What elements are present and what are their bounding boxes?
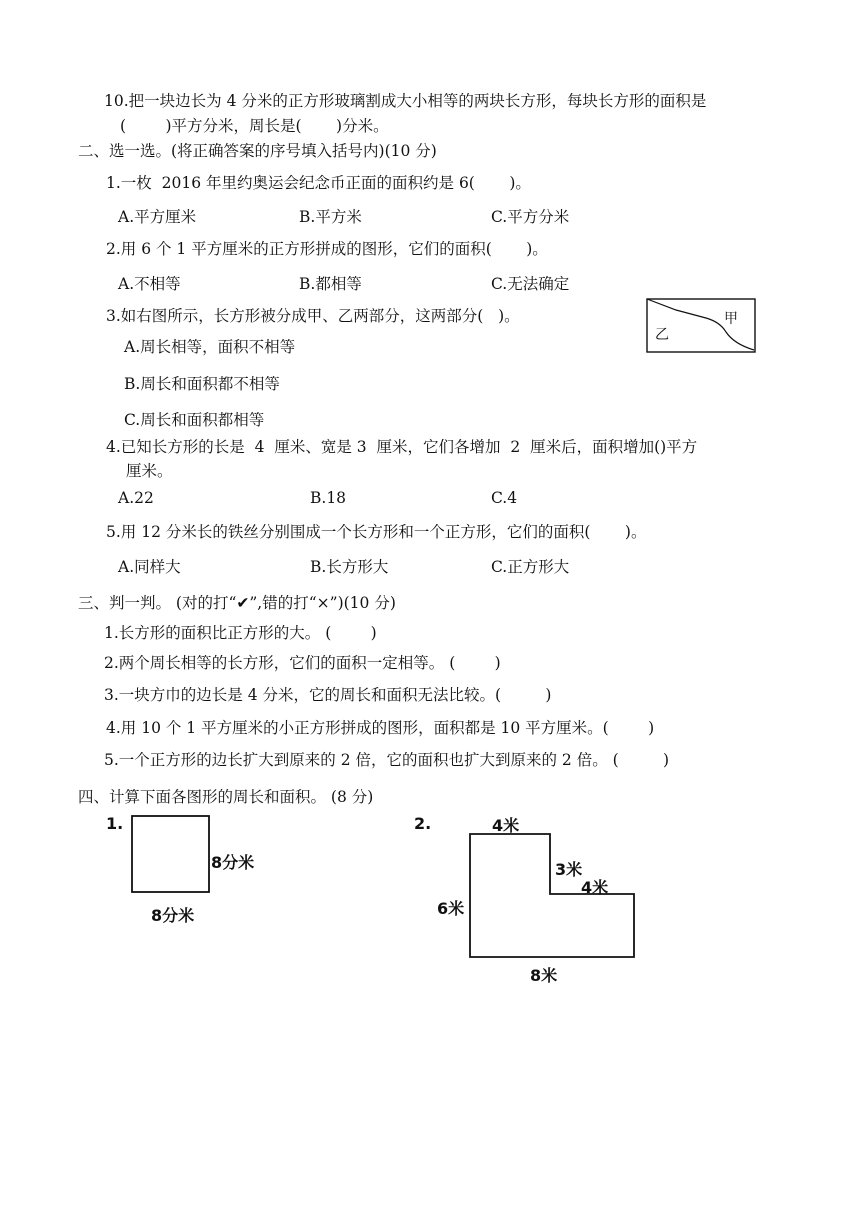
section4-heading: 四、计算下面各图形的周长和面积。 (8 分): [78, 788, 374, 806]
q3-figure-label-yi: 乙: [655, 327, 669, 343]
q3-figure-label-jia: 甲: [724, 311, 738, 327]
s2-q2-option-c: C.无法确定: [491, 275, 570, 293]
s3-item-4: 4.用 10 个 1 平方厘米的小正方形拼成的图形，面积都是 10 平方厘米。( ): [106, 719, 655, 737]
fig2-mid-vertical-label: 3米: [555, 860, 583, 879]
fig1-bottom-label: 8分米: [151, 906, 195, 925]
s3-item-2: 2.两个周长相等的长方形，它们的面积一定相等。 ( ): [104, 654, 501, 672]
s2-q1-option-b: B.平方米: [299, 208, 362, 226]
section3-heading: 三、判一判。 (对的打“✔”,错的打“×”)(10 分): [78, 594, 396, 612]
s2-q1-option-a: A.平方厘米: [118, 208, 197, 226]
s2-q3-option-c: C.周长和面积都相等: [124, 411, 265, 429]
s2-q5-option-b: B.长方形大: [310, 558, 389, 576]
s2-q2-option-b: B.都相等: [299, 275, 362, 293]
fig1-number: 1.: [106, 814, 124, 833]
fig1-side-label: 8分米: [211, 853, 255, 872]
s2-q5-option-a: A.同样大: [118, 558, 181, 576]
s3-item-5: 5.一个正方形的边长扩大到原来的 2 倍，它的面积也扩大到原来的 2 倍。 ( ): [104, 751, 670, 769]
s2-q4-stem-line1: 4.已知长方形的长是 4 厘米、宽是 3 厘米，它们各增加 2 厘米后，面积增加()平方: [106, 438, 698, 456]
s2-q4-option-b: B.18: [310, 489, 347, 507]
q10-line2: ( )平方分米，周长是( )分米。: [120, 117, 389, 135]
s2-q2-option-a: A.不相等: [118, 275, 181, 293]
fig2-left-label: 6米: [437, 899, 465, 918]
fig2-top-label: 4米: [492, 816, 520, 835]
fig2-bottom-label: 8米: [530, 966, 558, 985]
fig2-l-shape: [469, 833, 636, 959]
s2-q1-option-c: C.平方分米: [491, 208, 570, 226]
q10-line1: 10.把一块边长为 4 分米的正方形玻璃割成大小相等的两块长方形，每块长方形的面积是: [104, 92, 707, 110]
s2-q4-stem-line2: 厘米。: [126, 462, 173, 480]
s2-q3-option-a: A.周长相等，面积不相等: [124, 338, 296, 356]
fig2-mid-horizontal-label: 4米: [581, 878, 609, 897]
s2-q1-stem: 1.一枚 2016 年里约奥运会纪念币正面的面积约是 6( )。: [106, 174, 531, 192]
s2-q3-option-b: B.周长和面积都不相等: [124, 375, 280, 393]
s2-q5-stem: 5.用 12 分米长的铁丝分别围成一个长方形和一个正方形，它们的面积( )。: [106, 523, 647, 541]
fig2-number: 2.: [414, 814, 432, 833]
s2-q3-stem: 3.如右图所示，长方形被分成甲、乙两部分，这两部分( )。: [106, 307, 520, 325]
s2-q4-option-c: C.4: [491, 489, 518, 507]
s3-item-1: 1.长方形的面积比正方形的大。 ( ): [104, 624, 377, 642]
s2-q2-stem: 2.用 6 个 1 平方厘米的正方形拼成的图形，它们的面积( )。: [106, 240, 548, 258]
section2-heading: 二、选一选。(将正确答案的序号填入括号内)(10 分): [78, 142, 437, 160]
s2-q5-option-c: C.正方形大: [491, 558, 570, 576]
fig1-square: [131, 815, 210, 893]
s3-item-3: 3.一块方巾的边长是 4 分米，它的周长和面积无法比较。( ): [104, 686, 552, 704]
s2-q4-option-a: A.22: [118, 489, 154, 507]
